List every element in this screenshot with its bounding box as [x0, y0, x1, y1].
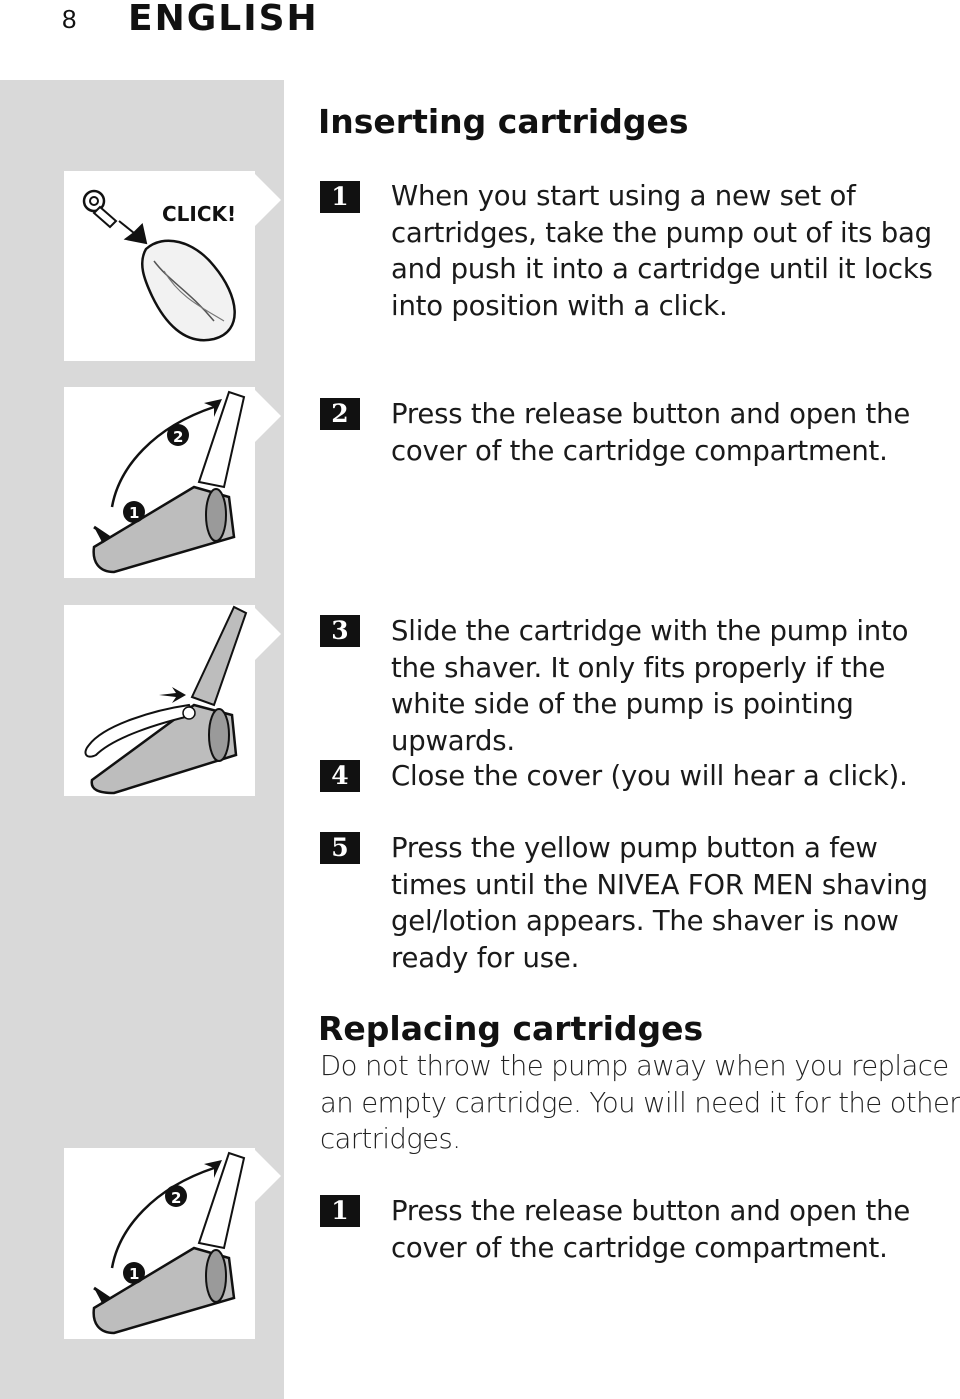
step-text: When you start using a new set of cartridges, take the pump out of its bag and push it into a cartridge until it locks into position with a click. — [391, 180, 933, 322]
panel-pointer — [255, 608, 281, 660]
page-number: 8 — [62, 4, 77, 34]
panel-pointer — [255, 1150, 281, 1202]
step-text: Slide the cartridge with the pump into the shaver. It only fits properly if the white side of the pump is pointing upwards. — [391, 615, 909, 757]
marker-1: 1 — [129, 504, 140, 522]
illustration-open-cover — [64, 387, 255, 578]
step-text: Press the yellow pump button a few times until the NIVEA FOR MEN shaving gel/lotion appears. The shaver is now ready for use. — [391, 832, 928, 974]
step-number: 3 — [320, 615, 360, 647]
replacing-intro: Do not throw the pump away when you replace an empty cartridge. You will need it for the other cartridges. — [320, 1050, 960, 1155]
section-title-replacing: Replacing cartridges — [318, 1009, 704, 1048]
step-number: 1 — [320, 181, 360, 213]
step-text: Press the release button and open the cover of the cartridge compartment. — [391, 398, 911, 467]
panel-pointer — [255, 174, 281, 226]
step-number: 5 — [320, 832, 360, 864]
marker-2: 2 — [171, 1189, 182, 1207]
language-heading: ENGLISH — [128, 0, 319, 39]
section-title-inserting: Inserting cartridges — [318, 102, 689, 141]
panel-pointer — [255, 390, 281, 442]
illustration-pump-cartridge — [64, 171, 255, 361]
illustration-slide-cartridge — [64, 605, 255, 796]
step-number: 4 — [320, 760, 360, 792]
step-text: Press the release button and open the cover of the cartridge compartment. — [391, 1195, 911, 1264]
click-label: CLICK! — [162, 202, 237, 226]
step-text: Close the cover (you will hear a click). — [391, 760, 908, 792]
step-number: 2 — [320, 398, 360, 430]
marker-2: 2 — [173, 428, 184, 446]
page-header — [0, 0, 960, 80]
illustration-open-cover-replace — [64, 1148, 255, 1339]
marker-1: 1 — [129, 1265, 140, 1283]
step-number: 1 — [320, 1195, 360, 1227]
